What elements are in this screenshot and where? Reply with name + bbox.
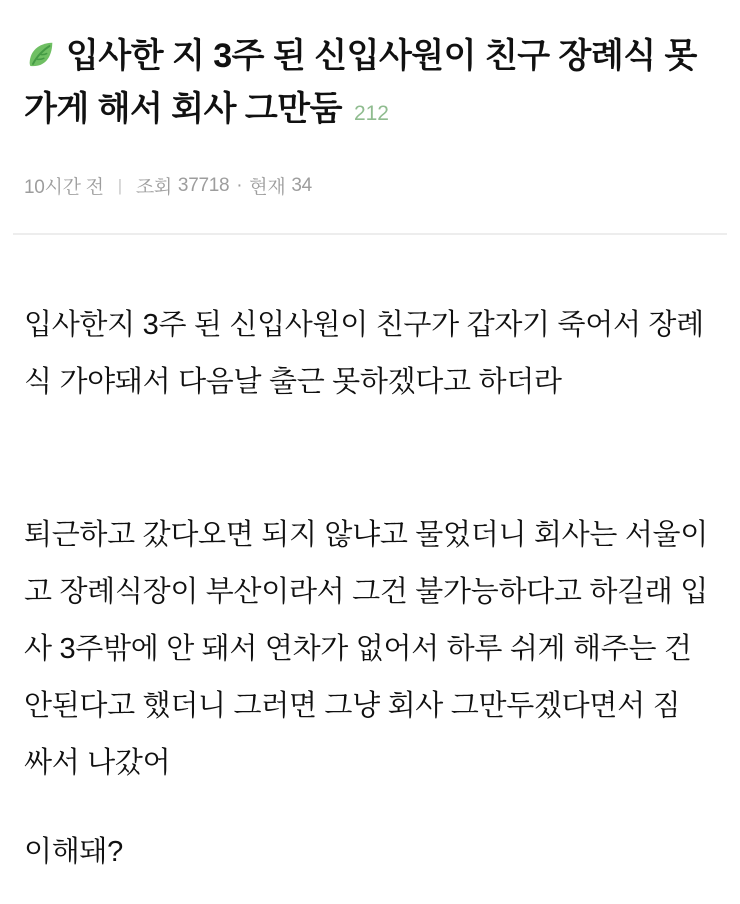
meta-middot: ·	[236, 174, 243, 196]
comment-count[interactable]: 212	[353, 102, 389, 125]
body-paragraph: 이해돼?	[24, 836, 123, 868]
views-count: 37718	[177, 174, 230, 196]
post-time: 10시간 전	[24, 177, 104, 198]
leaf-icon	[24, 35, 58, 69]
current-viewers-label: 현재	[249, 177, 286, 198]
post-meta	[24, 172, 714, 199]
body-paragraph: 입사한지 3주 된 신입사원이 친구가 갑자기 죽어서 장례식 가야돼서 다음날 출근 못하겠다고 하더라	[24, 309, 704, 398]
post-body	[24, 297, 714, 881]
views-label: 조회	[135, 177, 172, 198]
meta-separator: |	[117, 175, 122, 195]
post-title	[24, 30, 714, 140]
header-divider	[13, 233, 727, 235]
current-viewers-count: 34	[291, 174, 312, 196]
body-paragraph: 퇴근하고 갔다오면 되지 않냐고 물었더니 회사는 서울이고 장례식장이 부산이라서 그건 불가능하다고 하길래 입사 3주밖에 안 돼서 연차가 없어서 하루 쉬게 해주는 건 안된다고 했더니 그러면 그냥 회사 그만두겠다면서 짐 싸서 나갔어	[24, 519, 708, 779]
post-title-text: 입사한 지 3주 된 신입사원이 친구 장례식 못 가게 해서 회사 그만둠	[24, 37, 697, 128]
